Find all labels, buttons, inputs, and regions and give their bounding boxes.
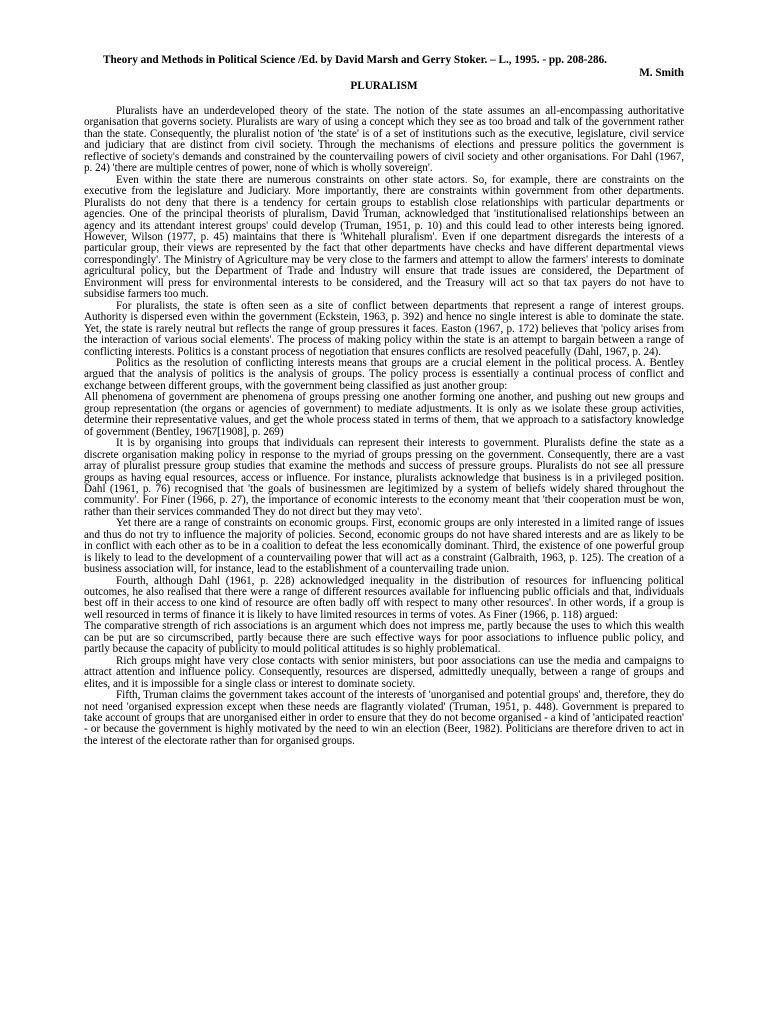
document-page: [84, 54, 684, 747]
paragraph: Politics as the resolution of conflicting interests means that groups are a crucial element in the political process. A. Bentley argued that the analysis of politics is the analysis of groups. The policy process is essentially a continual process of conflict and exchange between different groups, with the government being classified as just another group:: [84, 356, 684, 392]
document-title: PLURALISM: [350, 80, 418, 92]
body-text: [84, 106, 684, 747]
paragraph: Fifth, Truman claims the government takes account of the interests of 'unorganised and potential groups' and, therefore, they do not need 'organised expression except when these needs are flagrantly violated' (Truman, 1951, p. 448). Government is prepared to take account of groups that are unorganised either in order to ensure that they do not become organised - a kind of 'anticipated reaction' - or because the government is highly motivated by the need to win an election (Beer, 1982). Politicians are therefore driven to act in the interest of the electorate rather than for organised groups.: [84, 689, 684, 747]
paragraph: Even within the state there are numerous constraints on other state actors. So, for example, there are constraints on the executive from the legislature and Judiciary. More importantly, there are constraints within government from other departments. Pluralists do not deny that there is a tendency for certain groups to establish close relationships with particular departments or agencies. One of the principal theorists of pluralism, David Truman, acknowledged that 'institutionalised relationships between an agency and its attendant interest groups' could develop (Truman, 1951, p. 10) and this could lead to other interests being ignored. However, Wilson (1977, p. 45) maintains that there is 'Whitehall pluralism'. Even if one department disregards the interests of a particular group, their views are represented by the fact that other departments have checks and have different departmental views correspondingly'. The Ministry of Agriculture may be very close to the farmers and attempt to allow the farmers' interests to dominate agricultural policy, but the Department of Trade and Industry will ensure that trade issues are considered, the Department of Environment will press for environmental interests to be considered, and the Treasury will act so that tax payers do not have to subsidise farmers too much.: [84, 173, 684, 301]
paragraph: Fourth, although Dahl (1961, p. 228) acknowledged inequality in the distribution of resources for influencing political outcomes, he also realised that there were a range of different resources available for influencing public officials and that, individuals best off in their access to one kind of resource are often badly off with respect to many other resources'. In other words, if a group is well resourced in terms of finance it is likely to have limited resources in terms of votes. As Finer (1966, p. 118) argued:: [84, 574, 684, 621]
paragraph: Yet there are a range of constraints on economic groups. First, economic groups are only interested in a limited range of issues and thus do not try to influence the majority of policies. Second, economic groups do not have shared interests and are as likely to be in conflict with each other as to be in a coalition to defeat the less economically dominant. Third, the existence of one powerful group is likely to lead to the development of a countervailing power that will act as a constraint (Galbraith, 1963, p. 125). The creation of a business association will, for instance, lead to the establishment of a countervailing trade union.: [84, 517, 684, 576]
block-quote: All phenomena of government are phenomena of groups pressing one another forming one another, and pushing out new groups and group representation (the organs or agencies of government) to mediate adjustments. It is only as we isolate these group activities, determine their representative values, and get the whole process stated in terms of them, that we approach to a satisfactory knowledge of government (Bentley, 1967[1908], p. 269): [84, 391, 684, 438]
citation-header: Theory and Methods in Political Science /Ed. by David Marsh and Gerry Stoker. – L., 1995. - pp. 208-286.: [103, 54, 607, 66]
block-quote: The comparative strength of rich associations is an argument which does not impress me, partly because the uses to which this wealth can be put are so circumscribed, partly because there are such effective ways for poor associations to influence public policy, and partly because the capacity of publicity to mould political attitudes is so highly problematical.: [84, 620, 684, 656]
author-name: M. Smith: [639, 67, 684, 79]
paragraph: For pluralists, the state is often seen as a site of conflict between departments that represent a range of interest groups. Authority is dispersed even within the government (Eckstein, 1963, p. 392) and hence no single interest is able to dominate the state. Yet, the state is rarely neutral but reflects the range of group pressures it faces. Easton (1967, p. 172) believes that 'policy arises from the interaction of various social elements'. The process of making policy within the state is an attempt to bargain between a range of conflicting interests. Politics is a constant process of negotiation that ensures conflicts are resolved peacefully (Dahl, 1967, p. 24).: [84, 299, 684, 358]
paragraph: It is by organising into groups that individuals can represent their interests to government. Pluralists define the state as a discrete organisation making policy in response to the myriad of groups pressing on the government. Consequently, there are a vast array of pluralist pressure group studies that examine the methods and success of pressure groups. Pluralists do not see all pressure groups as having equal resources, access or influence. For instance, pluralists acknowledge that business is in a privileged position. Dahl (1961, p. 76) recognised that 'the goals of businessmen are legitimized by a system of beliefs widely shared throughout the community'. For Finer (1966, p. 27), the importance of economic interests to the economy meant that 'their cooperation must be won, rather than their services commanded They do not direct but they may veto'.: [84, 437, 684, 518]
paragraph: Rich groups might have very close contacts with senior ministers, but poor associations can use the media and campaigns to attract attention and influence policy. Consequently, resources are dispersed, admittedly unequally, between a range of groups and elites, and it is impossible for a single class or interest to dominate society.: [84, 654, 684, 690]
paragraph: Pluralists have an underdeveloped theory of the state. The notion of the state assumes an all-encompassing authoritative organisation that governs society. Pluralists are wary of using a concept which they see as too broad and talk of the government rather than the state. Consequently, the pluralist notion of 'the state' is of a set of institutions such as the executive, legislature, civil service and judiciary that are distinct from civil society. Through the mechanisms of elections and pressure politics the government is reflective of society's demands and constrained by the countervailing powers of civil society and other organisations. For Dahl (1967, p. 24) 'there are multiple centres of power, none of which is wholly sovereign'.: [84, 105, 684, 175]
